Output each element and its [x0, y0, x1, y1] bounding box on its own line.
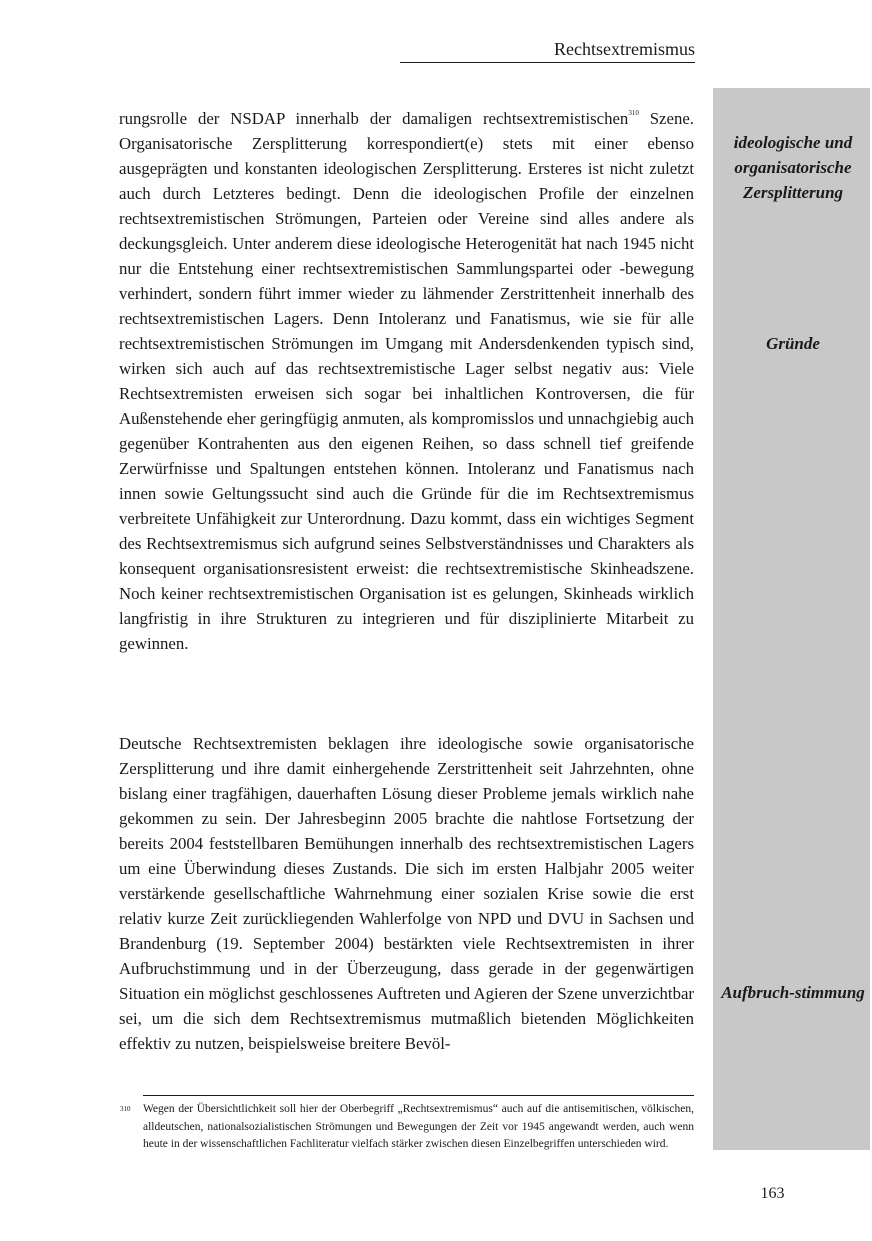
paragraph-1-lead: rungsrolle der NSDAP innerhalb der damaligen rechtsextremistischen — [119, 109, 629, 128]
paragraph-1-rest: Szene. Organisatorische Zersplitterung korrespondiert(e) stets mit einer ebenso ausgeprägten und konstanten ideologischen Zersplitterung. Ersteres ist nicht zuletzt auch durch Letzteres bedingt. Denn die ideologischen Profile der einzelnen rechtsextremistischen Strömungen, Parteien oder Vereine sind alles andere als deckungsgleich. Unter anderem diese ideologische Heterogenität hat nach 1945 nicht nur die Entstehung einer rechtsextremistischen Sammlungspartei oder -bewegung verhindert, sondern führt immer wieder zu lähmender Zerstrittenheit innerhalb des rechtsextremistischen Lagers. Denn Intoleranz und Fanatismus, wie sie für alle rechtsextremistischen Strömungen im Umgang mit Andersdenkenden typisch sind, wirken sich auch auf das rechtsextremistische Lager selbst negativ aus: Viele Rechtsextremisten erweisen sich sogar bei inhaltlichen Kontroversen, die für Außenstehende eher geringfügig anmuten, als kompromisslos und unnachgiebig auch gegenüber Kontrahenten aus den eigenen Reihen, so dass schnell tief greifende Zerwürfnisse und Spaltungen entstehen können. Intoleranz und Fanatismus nach innen sowie Geltungssucht sind auch die Gründe für die im Rechtsextremismus verbreitete Unfähigkeit zur Unterordnung. Dazu kommt, dass ein wichtiges Segment des Rechtsextremismus sich aufgrund seines Selbstverständnisses und Charakters als konsequent organisationsresistent erweist: die rechtsextremistische Skinheadszene. Noch keiner rechtsextremistischen Organisation ist es gelungen, Skinheads wirklich langfristig in ihre Strukturen zu integrieren und für disziplinierte Mitarbeit zu gewinnen. — [119, 109, 694, 653]
margin-note-gruende: Gründe — [766, 334, 820, 353]
footnote-number: 310 — [120, 1105, 131, 1113]
margin-note-zersplitterung: ideologische und organisatorische Zersplitterung — [733, 133, 853, 202]
body-paragraph-2: Deutsche Rechtsextremisten beklagen ihre ideologische sowie organisatorische Zersplitterung und ihre damit einhergehende Zerstrittenheit seit Jahrzehnten, ohne bislang einer tragfähigen, dauerhaften Lösung dieser Probleme jemals wirklich nahe gekommen zu sein. Der Jahresbeginn 2005 brachte die nahtlose Fortsetzung der bereits 2004 feststellbaren Bemühungen innerhalb des rechtsextremistischen Lagers um eine Überwindung dieses Zustands. Die sich im ersten Halbjahr 2005 weiter verstärkende gesellschaftliche Wahrnehmung einer sozialen Krise sowie die erst relativ kurze Zeit zurückliegenden Wahlerfolge von NPD und DVU in Sachsen und Brandenburg (19. September 2004) bestärkten viele Rechtsextremisten in ihrer Aufbruchstimmung und in der Überzeugung, dass gerade in der gegenwärtigen Situation ein möglichst geschlossenes Auftreten und Agieren der Szene unverzichtbar sei, um die sich dem Rechtsextremismus mutmaßlich bietenden Möglichkeiten effektiv zu nutzen, beispielsweise breitere Bevöl- — [119, 734, 694, 1053]
body-paragraph-1 — [119, 106, 694, 656]
page-number: 163 — [760, 1185, 785, 1202]
margin-note-aufbruchstimmung: Aufbruch-stimmung — [721, 983, 865, 1002]
footnote-divider — [143, 1095, 694, 1096]
footnote-reference[interactable]: 310 — [628, 109, 639, 117]
footnote-text: Wegen der Übersichtlichkeit soll hier der Oberbegriff „Rechtsextremismus“ auch auf die antisemitischen, völkischen, alldeutschen, nationalsozialistischen Strömungen und Bewegungen der Zeit vor 1945 angewandt werden, auch wenn heute in der wissenschaftlichen Fachliteratur vielfach stärker zwischen diesen Einzelbegriffen unterschieden wird. — [143, 1103, 694, 1150]
running-head: Rechtsextremismus — [400, 38, 695, 63]
